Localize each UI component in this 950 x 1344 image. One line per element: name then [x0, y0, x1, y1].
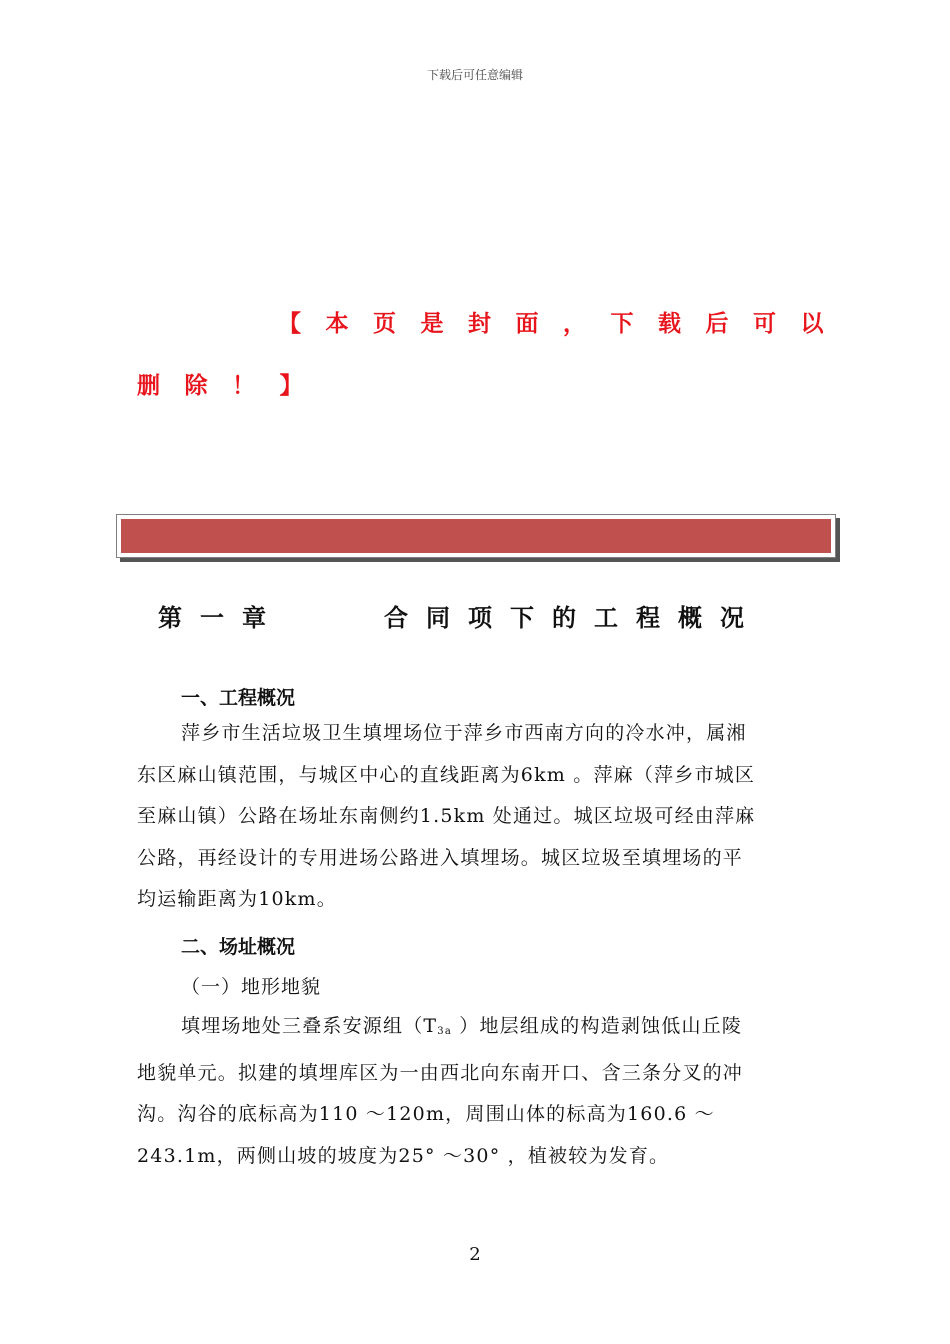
section2-heading: 二、场址概况	[181, 936, 296, 958]
paragraph-text: 填埋场地处三叠系安源组（T	[181, 1015, 438, 1037]
section1-heading: 一、工程概况	[181, 687, 296, 709]
section2-paragraph	[137, 1006, 817, 1177]
chapter-banner	[116, 514, 836, 558]
section2-subheading: （一）地形地貌	[181, 976, 322, 998]
chapter-title: 合同项下的工程概况	[384, 604, 762, 632]
paragraph-line	[137, 1006, 817, 1053]
page-number: 2	[469, 1244, 481, 1265]
section1-paragraph	[137, 713, 817, 921]
chapter-number: 第一章	[158, 604, 284, 632]
paragraph-line: 均运输距离为10km。	[137, 888, 337, 910]
paragraph-line: 至麻山镇）公路在场址东南侧约1.5km 处通过。城区垃圾可经由萍麻	[137, 805, 756, 827]
paragraph-text: ）地层组成的构造剥蚀低山丘陵	[452, 1015, 743, 1037]
paragraph-line: 东区麻山镇范围，与城区中心的直线距离为6km 。萍麻（萍乡市城区	[137, 763, 756, 786]
paragraph-line: 萍乡市生活垃圾卫生填埋场位于萍乡市西南方向的冷水冲，属湘	[181, 722, 747, 744]
paragraph-line: 地貌单元。拟建的填埋库区为一由西北向东南开口、含三条分叉的冲	[137, 1061, 744, 1084]
paragraph-line: 公路，再经设计的专用进场公路进入填埋场。城区垃圾至填埋场的平	[137, 846, 744, 869]
paragraph-line: 243.1m，两侧山坡的坡度为25° ～30° ，植被较为发育。	[137, 1144, 670, 1167]
subscript-text: 3a	[437, 1026, 453, 1037]
paragraph-line: 沟。沟谷的底标高为110 ～120m，周围山体的标高为160.6 ～	[137, 1103, 715, 1125]
cover-notice-line2: 删除！】	[137, 373, 327, 399]
cover-notice-line1: 【本页是封面，下载后可以	[278, 311, 848, 337]
header-note: 下载后可任意编辑	[426, 68, 523, 82]
